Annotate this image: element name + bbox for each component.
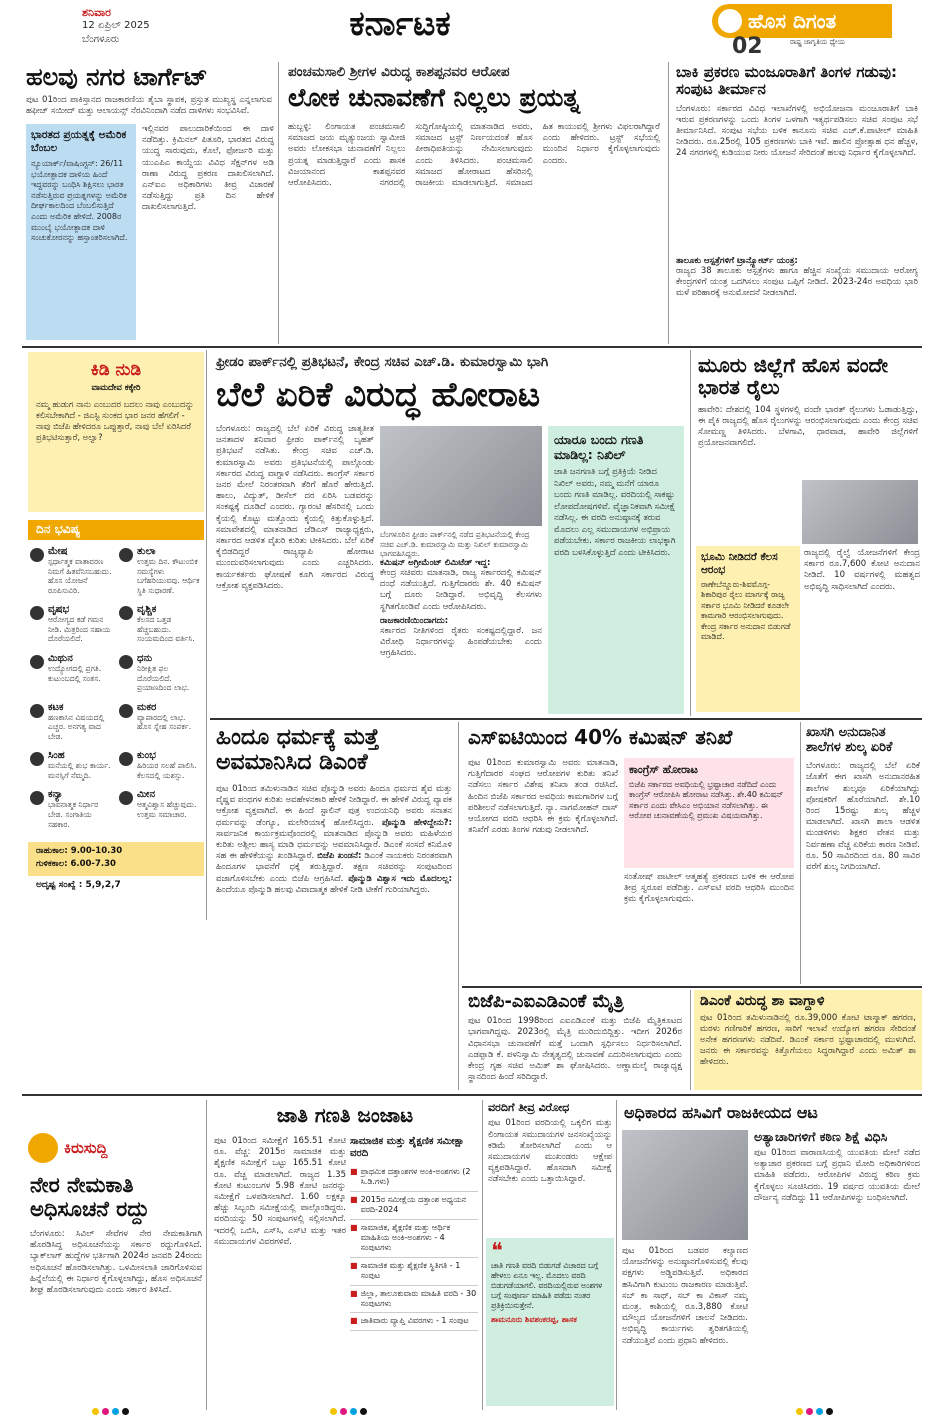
bullet-icon: ■: [350, 1222, 358, 1232]
horoscope-sign: [30, 604, 113, 645]
sign-name: ಕಟಕ: [48, 701, 64, 713]
sign-text: ಆರೋಗ್ಯದ ಕಡೆ ಗಮನ ನೀಡಿ. ಮಿತ್ರರಿಂದ ಸಹಾಯ ದೊರೆಯಲಿದೆ.: [48, 615, 111, 644]
kidi-nudi-box: [28, 352, 204, 512]
sign-text: ಉದ್ಯೋಗದಲ್ಲಿ ಪ್ರಗತಿ. ಕುಟುಂಬದಲ್ಲಿ ಸಂತಸ.: [48, 663, 102, 683]
rahu-kala: ರಾಹುಕಾಲ: 9.00-10.30: [36, 846, 123, 856]
paper-logo: [712, 4, 892, 38]
headline: ಹಲವು ನಗರ ಟಾರ್ಗೆಟ್: [26, 63, 208, 91]
lamp-icon: [718, 9, 742, 33]
headline: ಡಿಎಂಕೆ ವಿರುದ್ಧ ಶಾ ವಾಗ್ದಾಳಿ: [700, 993, 825, 1009]
modi-photo: [622, 1130, 748, 1240]
kicker: ಪಂಚಮಸಾಲಿ ಶ್ರೀಗಳ ವಿರುದ್ಧ ಕಾಶಪ್ಪನವರ ಆರೋಪ: [288, 64, 510, 80]
masthead: [0, 0, 945, 58]
headline: ನೇರ ನೇಮಕಾತಿ ಅಧಿಸೂಚನೆ ರದ್ದು: [30, 1173, 150, 1221]
body-text: [216, 784, 452, 1088]
zodiac-icon: [119, 704, 133, 718]
headline: ಮೂರು ಜಿಲ್ಲೆಗೆ ಹೊಸ ವಂದೇ ಭಾರತ ರೈಲು: [698, 353, 889, 400]
report-item-text: ಸಾಮಾಜಿಕ ಮತ್ತು ಶೈಕ್ಷಣಿಕ ಸ್ಥಿತಿಗತಿ - 1 ಸಂಪುಟ: [360, 1260, 461, 1281]
bullet-icon: ■: [350, 1194, 358, 1204]
story-dmk-hindu: [210, 722, 456, 1090]
sign-text: ಕೆಲಸದ ಒತ್ತಡ ಹೆಚ್ಚಬಹುದು. ಸಂಯಮದಿಂದ ವರ್ತಿಸಿ.: [137, 615, 195, 644]
zodiac-icon: [30, 704, 44, 718]
sub-body: ಕೇಂದ್ರ ಸಚಿವರು ಮಾತನಾಡಿ, ರಾಜ್ಯ ಸರ್ಕಾರದಲ್ಲಿ ಕಮಿಷನ್ ದಂಧೆ ನಡೆಯುತ್ತಿದೆ. ಗುತ್ತಿಗೆದಾರರು ಶೇ. 40 ಕಮಿಷನ್ ಬಗ್ಗೆ ದೂರು ನೀಡಿದ್ದಾರೆ. ಅಭಿವೃದ್ಧಿ ಕೆಲಸಗಳು ಸ್ಥಗಿತಗೊಂಡಿವೆ ಎಂದು ಆರೋಪಿಸಿದರು.: [380, 568, 542, 612]
horoscope-sign: [30, 702, 113, 743]
report-item-text: ಜಿಲ್ಲಾ, ತಾಲೂಕುವಾರು ಮಾಹಿತಿ ವರದಿ - 30 ಸಂಪುಟಗಳು: [360, 1288, 477, 1309]
kidi-title: ಕಿಡಿ ನುಡಿ: [90, 360, 142, 380]
land-box: [696, 546, 800, 712]
story-sit: [462, 722, 798, 984]
box-headline: ಭಾರತದ ಪ್ರಯತ್ನಕ್ಕೆ ಅಮೆರಿಕ ಬೆಂಬಲ: [31, 129, 127, 154]
story-cabinet: [672, 62, 922, 344]
story-school-fee: [804, 722, 922, 984]
story-caste-census: [210, 1100, 480, 1410]
sub-body: ರಾಜ್ಯದ 38 ತಾಲೂಕು ಆಸ್ಪತ್ರೆಗಳು ಹಾಗೂ ಹೆಚ್ಚಿನ ಸಂಖ್ಯೆಯ ಸಮುದಾಯ ಆರೋಗ್ಯ ಕೇಂದ್ರಗಳಿಗೆ ಯಂತ್ರ ಒದಗಿಸಲು ಸಂಪುಟ ಒಪ್ಪಿಗೆ ನೀಡಿದೆ. 2023-24ರ ಅವಧಿಯ ಭಾರಿ ಮಳೆ ಪರಿಹಾರಕ್ಕೆ ಅನುಮೋದನೆ ನೀಡಲಾಗಿದೆ.: [676, 265, 918, 298]
body-2: ಸಂತೋಷ್ ಪಾಟೀಲ್ ಆತ್ಮಹತ್ಯೆ ಪ್ರಕರಣದ ಬಳಿಕ ಈ ಆರೋಪ ತೀವ್ರ ಸ್ವರೂಪ ಪಡೆದಿತ್ತು. ಎಸ್‌ಐಟಿ ವರದಿ ಆಧರಿಸಿ ಮುಂದಿನ ಕ್ರಮ ಕೈಗೊಳ್ಳಲಾಗುವುದು.: [624, 872, 794, 905]
horoscope-sign: [119, 604, 202, 645]
story-targets: [22, 62, 276, 344]
body-1: ಬೆಂಗಳೂರು: ರಾಜ್ಯದಲ್ಲಿ ಬೆಲೆ ಏರಿಕೆ ವಿರುದ್ಧ ಜಾತ್ಯತೀತ ಜನತಾದಳ ಶನಿವಾರ ಫ್ರೀಡಂ ಪಾರ್ಕ್‌ನಲ್ಲಿ ಬೃಹತ್ ಪ್ರತಿಭಟನೆ ನಡೆಸಿತು. ಕೇಂದ್ರ ಸಚಿವ ಎಚ್.ಡಿ. ಕುಮಾರಸ್ವಾಮಿ ಅವರು ಪ್ರತಿಭಟನೆಯಲ್ಲಿ ಪಾಲ್ಗೊಂಡು ಸರ್ಕಾರದ ವಿರುದ್ಧ ವಾಗ್ದಾಳಿ ನಡೆಸಿದರು. ಕಾಂಗ್ರೆಸ್ ಸರ್ಕಾರ ಜನರ ಮೇಲೆ ನಿರಂತರವಾಗಿ ತೆರಿಗೆ ಹೊರೆ ಹೇರುತ್ತಿದೆ. ಹಾಲು, ವಿದ್ಯುತ್, ಡೀಸೆಲ್ ದರ ಏರಿಸಿ ಬಡವರನ್ನು ಸಂಕಷ್ಟಕ್ಕೆ ದೂಡಿದೆ ಎಂದರು. ಗ್ಯಾರಂಟಿ ಹೆಸರಿನಲ್ಲಿ ಒಂದು ಕೈಯಲ್ಲಿ ಕೊಟ್ಟು ಮತ್ತೊಂದು ಕೈಯಲ್ಲಿ ಕಿತ್ತುಕೊಳ್ಳುತ್ತಿದೆ.: [216, 424, 374, 524]
sub3-body: ಹಿಂದೆಯೂ ಪೊನ್ಮುಡಿ ಹಲವು ವಿವಾದಾತ್ಮಕ ಹೇಳಿಕೆ ನೀಡಿ ಟೀಕೆಗೆ ಗುರಿಯಾಗಿದ್ದರು.: [216, 884, 431, 895]
body-text: ಪುಟ 01ರಿಂದ ವರದಿಯಲ್ಲಿ ಒಕ್ಕಲಿಗ ಮತ್ತು ಲಿಂಗಾಯತ ಸಮುದಾಯಗಳ ಜನಸಂಖ್ಯೆಯನ್ನು ಕಡಿಮೆ ತೋರಿಸಲಾಗಿದೆ ಎಂದು ಆ ಸಮುದಾಯಗಳ ಮುಖಂಡರು ಆಕ್ಷೇಪ ವ್ಯಕ್ತಪಡಿಸಿದ್ದಾರೆ. ಹೊಸದಾಗಿ ಸಮೀಕ್ಷೆ ನಡೆಸಬೇಕು ಎಂದು ಒತ್ತಾಯಿಸಿದ್ದಾರೆ.: [488, 1118, 612, 1185]
horoscope-sign: [30, 546, 113, 596]
sign-name: ಮಿಥುನ: [48, 652, 73, 664]
horoscope: [28, 520, 204, 900]
paper-tagline: ರಾಷ್ಟ್ರ ಜಾಗೃತಿಯ ಧ್ಯೇಯ: [790, 38, 845, 46]
report-item: [350, 1258, 478, 1286]
horoscope-sign: [30, 750, 113, 781]
registration-dots: [92, 1408, 129, 1415]
us-support-box: [26, 124, 136, 340]
kidi-author: ವಾಮದೇವ ಕಕ್ಕೇರಿ: [91, 383, 141, 393]
body-text: ಬೆಂಗಳೂರು: ಸರ್ಕಾರದ ವಿವಿಧ ಇಲಾಖೆಗಳಲ್ಲಿ ಅಭಿಯೋಜನಾ ಮಂಜೂರಾತಿಗೆ ಬಾಕಿ ಇರುವ ಪ್ರಕರಣಗಳನ್ನು ಒಂದು ತಿಂಗಳ ಒಳಗಾಗಿ ಇತ್ಯರ್ಥಪಡಿಸಲು ಸಚಿವ ಸಂಪುಟ ಸಭೆ ತೀರ್ಮಾನಿಸಿದೆ. ಸಂಪುಟ ಸಭೆಯ ಬಳಿಕ ಕಾನೂನು ಸಚಿವ ಎಚ್.ಕೆ.ಪಾಟೀಲ್ ಮಾಹಿತಿ ನೀಡಿದರು. ರೂ.25ರಲ್ಲಿ 105 ಪ್ರಕರಣಗಳು ಬಾಕಿ ಇವೆ. ಹಾಲಿನ ಪ್ರೋತ್ಸಾಹ ಧನ ಹೆಚ್ಚಳ, 24 ನಗರಗಳಲ್ಲಿ ಕುಡಿಯುವ ನೀರು ಯೋಜನೆ ಸೇರಿದಂತೆ ಹಲವು ನಿರ್ಧಾರ ಕೈಗೊಳ್ಳಲಾಗಿದೆ.: [676, 103, 918, 159]
zodiac-icon: [119, 791, 133, 805]
masthead-date: 12 ಏಪ್ರಿಲ್ 2025: [82, 20, 150, 31]
subhead: ಕಮಿಷನ್ ಅಗ್ರೀಮೆಂಟ್ ಲಿಮಿಟೆಡ್ ಇದ್ದ:: [380, 558, 491, 568]
body-2: ಸಮಾವೇಶದಲ್ಲಿ ಮಾತನಾಡಿದ ಜೆಡಿಎಸ್ ರಾಜ್ಯಾಧ್ಯಕ್ಷರು, ಸರ್ಕಾರದ ಆಡಳಿತ ವೈಖರಿ ಕುರಿತು ಟೀಕಿಸಿದರು. ಬೆಲೆ ಏರಿಕೆ ಕೈಬಿಡದಿದ್ದರೆ ರಾಜ್ಯವ್ಯಾಪಿ ಹೋರಾಟ ಮುಂದುವರಿಸಲಾಗುವುದು ಎಂದು ಎಚ್ಚರಿಸಿದರು. ಕಾರ್ಯಕರ್ತರು ಘೋಷಣೆ ಕೂಗಿ ಸರ್ಕಾರದ ವಿರುದ್ಧ ಆಕ್ರೋಶ ವ್ಯಕ್ತಪಡಿಸಿದರು.: [216, 524, 374, 591]
zodiac-icon: [30, 655, 44, 669]
subhead-2: ಬಿಜೆಪಿ ಖಂಡನೆ:: [317, 851, 362, 862]
sub-body: ಸಾರ್ವಜನಿಕ ಕಾರ್ಯಕ್ರಮವೊಂದರಲ್ಲಿ ಮಾತನಾಡಿದ ಪೊನ್ಮುಡಿ ಅವರು ಮಹಿಳೆಯರ ಕುರಿತು ಅಶ್ಲೀಲ ಹಾಸ್ಯ ಮಾಡಿ ಧರ್ಮವನ್ನು ಅವಮಾನಿಸಿದ್ದಾರೆ. ಡಿಎಂಕೆ ಸಂಸದೆ ಕನಿಮೊಳಿ ಸಹ ಈ ಹೇಳಿಕೆಯನ್ನು ಖಂಡಿಸಿದ್ದಾರೆ.: [216, 828, 452, 862]
body-text: ಹುಬ್ಬಳ್ಳಿ: ಲಿಂಗಾಯತ ಪಂಚಮಸಾಲಿ ಸಮಾಜದ ಜಯ ಮೃತ್ಯುಂಜಯ ಸ್ವಾಮೀಜಿ ಅವರು ಲೋಕಸಭಾ ಚುನಾವಣೆಗೆ ನಿಲ್ಲಲು ಪ್ರಯತ್ನ ಮಾಡುತ್ತಿದ್ದಾರೆ ಎಂದು ಶಾಸಕ ವಿಜಯಾನಂದ ಕಾಶಪ್ಪನವರ ಆರೋಪಿಸಿದರು. ನಗರದಲ್ಲಿ ಸುದ್ದಿಗೋಷ್ಠಿಯಲ್ಲಿ ಮಾತನಾಡಿದ ಅವರು, ಸಮಾಜದ ಟ್ರಸ್ಟ್ ನಿರ್ಣಯದಂತೆ ಹೊಸ ಪೀಠಾಧಿಪತಿಯನ್ನು ನೇಮಿಸಲಾಗುವುದು ಎಂದು ತಿಳಿಸಿದರು. ಪಂಚಮಸಾಲಿ ಸಮಾಜದ ಹೋರಾಟದ ಹೆಸರಿನಲ್ಲಿ ರಾಜಕೀಯ ಮಾಡಲಾಗುತ್ತಿದೆ. ಸಮಾಜದ ಹಿತ ಕಾಯುವಲ್ಲಿ ಶ್ರೀಗಳು ವಿಫಲರಾಗಿದ್ದಾರೆ ಎಂದು ಹೇಳಿದರು. ಟ್ರಸ್ಟ್ ಸಭೆಯಲ್ಲಿ ಮುಂದಿನ ನಿರ್ಧಾರ ಕೈಗೊಳ್ಳಲಾಗುವುದು ಎಂದರು.: [288, 122, 660, 189]
train-photo: [802, 480, 918, 544]
headline: ಅಧಿಕಾರದ ಹಸಿವಿಗೆ ರಾಜಕೀಯದ ಆಟ: [624, 1103, 818, 1122]
body-text: ಪುಟ 01ರಿಂದ ಸಮೀಕ್ಷೆಗೆ 165.51 ಕೋಟಿ ರೂ. ವೆಚ್ಚ: 2015ರ ಸಾಮಾಜಿಕ ಮತ್ತು ಶೈಕ್ಷಣಿಕ ಸಮೀಕ್ಷೆಗೆ ಒಟ್ಟು 165.51 ಕೋಟಿ ರೂ. ವೆಚ್ಚ ಮಾಡಲಾಗಿದೆ. ರಾಜ್ಯದ 1.35 ಕೋಟಿ ಕುಟುಂಬಗಳ 5.98 ಕೋಟಿ ಜನರನ್ನು ಸಮೀಕ್ಷೆಗೆ ಒಳಪಡಿಸಲಾಗಿದೆ. 1.60 ಲಕ್ಷಕ್ಕೂ ಹೆಚ್ಚು ಸಿಬ್ಬಂದಿ ಸಮೀಕ್ಷೆಯಲ್ಲಿ ಪಾಲ್ಗೊಂಡಿದ್ದರು. ವರದಿಯನ್ನು 50 ಸಂಪುಟಗಳಲ್ಲಿ ಸಲ್ಲಿಸಲಾಗಿದೆ. ಇದರಲ್ಲಿ ಒಬಿಸಿ, ಎಸ್‌ಸಿ, ಎಸ್‌ಟಿ ಮತ್ತು ಇತರ ಸಮುದಾಯಗಳ ವಿವರಗಳಿವೆ.: [214, 1136, 346, 1247]
lead-story: [210, 350, 688, 716]
ganati-box: [548, 426, 684, 714]
sign-text: ಉತ್ತಮ ದಿನ. ಕೌಟುಂಬಿಕ ಸಮಸ್ಯೆಗಳು ಬಗೆಹರಿಯುವವು. ಆರ್ಥಿಕ ಸ್ಥಿತಿ ಸುಧಾರಣೆ.: [137, 557, 200, 595]
body: ಪುಟ 01ರಿಂದ ತಮಿಳುನಾಡಿನ ಸಚಿವ ಪೊನ್ಮುಡಿ ಅವರು ಹಿಂದೂ ಧರ್ಮದ ಶೈವ ಮತ್ತು ವೈಷ್ಣವ ಪಂಥಗಳ ಕುರಿತು ಅವಹೇಳನಕಾರಿ ಹೇಳಿಕೆ ನೀಡಿದ್ದಾರೆ. ಈ ಹೇಳಿಕೆ ವಿರುದ್ಧ ವ್ಯಾಪಕ ಆಕ್ರೋಶ ವ್ಯಕ್ತವಾಗಿದೆ. ಈ ಹಿಂದೆ ಸ್ಟಾಲಿನ್ ಪುತ್ರ ಉದಯನಿಧಿ ಅವರು ಸನಾತನ ಧರ್ಮವನ್ನು ಡೆಂಗ್ಯೂ, ಮಲೇರಿಯಾಕ್ಕೆ ಹೋಲಿಸಿದ್ದರು.: [216, 784, 452, 828]
gulika-kala: ಗುಳಿಕಕಾಲ: 6.00-7.30: [36, 859, 116, 869]
horoscope-sign: [119, 789, 202, 830]
quote-by: ಶಾಮನೂರು ಶಿವಶಂಕರಪ್ಪ, ಶಾಸಕ: [491, 1315, 577, 1324]
report-item-text: ಪ್ರಾಥಮಿಕ ದತ್ತಾಂಶಗಳ ಅಂಕಿ-ಅಂಶಗಳು (2 ಸಿ.ಡಿ.ಗಳು): [360, 1167, 471, 1187]
story-alliance: [462, 990, 688, 1090]
story-vande-bharat: [694, 350, 922, 716]
horoscope-sign: [30, 653, 113, 694]
zodiac-icon: [119, 655, 133, 669]
rahu-box: [28, 842, 204, 876]
quote-box: [486, 1238, 614, 1406]
horoscope-sign: [119, 546, 202, 596]
kidi-verse: ನಮ್ಮ ಹುಡುಗ ನಾನು ಎಂಬುದರ ಬದಲು ನಾವು ಎಂಬುದನ್ನು ಕಲಿಸಬೇಕಾಗಿದೆ - ಜಿಎಸ್ಟಿ ಸುಂಕದ ಭಾರ ಜನರ ಹೆಗಲಿಗೆ - ನಾವು ಬಿಜೆಪಿ ಹೇಳಿದರೂ ಒಪ್ಪುತ್ತಾರೆ, ನಾವು ಬೆಲೆ ಏರಿಸಿದರೆ ಪ್ರತಿಭಟಿಸುತ್ತಾರೆ, ಅಲ್ವಾ?: [36, 399, 194, 442]
kiru-label-row: [28, 1132, 204, 1164]
body-text: ಇಲ್ಲಿನವರ ಪಾಲುದಾರಿಕೆಯಿಂದ ಈ ದಾಳಿ ನಡೆದಿತ್ತು. ಕ್ರಿಮಿನಲ್ ಪಿತೂರಿ, ಭಾರತದ ವಿರುದ್ಧ ಯುದ್ಧ ಸಾರುವುದು, ಕೊಲೆ, ಫೋರ್ಜರಿ ಮತ್ತು ಯುಎಪಿಎ ಕಾಯ್ದೆಯ ವಿವಿಧ ಸೆಕ್ಷನ್‌ಗಳ ಅಡಿ ರಾಣಾ ವಿರುದ್ಧ ಪ್ರಕರಣ ದಾಖಲಿಸಲಾಗಿದೆ. ಎನ್‌ಐಎ ಅಧಿಕಾರಿಗಳು ತೀವ್ರ ವಿಚಾರಣೆ ನಡೆಸುತ್ತಿದ್ದು ಪ್ರತಿ ದಿನ ಹೇಳಿಕೆ ದಾಖಲಿಸಲಾಗುತ್ತಿದೆ.: [142, 124, 274, 213]
body-text: ಪುಟ 01ರಿಂದ ತಮಿಳುನಾಡಿನಲ್ಲಿ ರೂ.39,000 ಕೋಟಿ ಟಾಸ್ಮಾಕ್ ಹಗರಣ, ಮರಳು ಗಣಿಗಾರಿಕೆ ಹಗರಣ, ಸಾರಿಗೆ ಇಲಾಖೆ ಉದ್ಯೋಗ ಹಗರಣ ಸೇರಿದಂತೆ ಅನೇಕ ಹಗರಣಗಳು ನಡೆದಿವೆ. ಡಿಎಂಕೆ ಸರ್ಕಾರ ಭ್ರಷ್ಟಾಚಾರದಲ್ಲಿ ಮುಳುಗಿದೆ. ಜನರು ಈ ಸರ್ಕಾರವನ್ನು ಕಿತ್ತೊಗೆಯಲು ಸಿದ್ಧರಾಗಿದ್ದಾರೆ ಎಂದು ಅಮಿತ್ ಶಾ ಹೇಳಿದರು.: [700, 1012, 916, 1068]
side-story: [754, 1130, 920, 1406]
section-title: ಕರ್ನಾಟಕ: [349, 4, 451, 44]
story-power: [620, 1100, 922, 1410]
bullet-icon: ■: [350, 1316, 358, 1326]
sign-text: ಸ್ಪರ್ಧಾತ್ಮಕ ವಾತಾವರಣ ನಿಮಗೆ ಹಿತವೆನಿಸಬಹುದು. ಹೊಸ ಯೋಜನೆ ರೂಪಿಸುವಿರಿ.: [48, 557, 112, 595]
sign-name: ಧನು: [137, 652, 153, 664]
paper-name: ಹೊಸ ದಿಗಂತ: [748, 9, 837, 33]
zodiac-icon: [30, 791, 44, 805]
sign-text: ನಿರೀಕ್ಷಿತ ಫಲ ದೊರೆಯಲಿದೆ. ಪ್ರಯಾಣದಿಂದ ಲಾಭ.: [137, 663, 190, 693]
report-item-text: ಜಾತಿವಾರು ವ್ಯಾಪ್ತಿ ವಿವರಗಳು - 1 ಸಂಪುಟ: [360, 1316, 469, 1326]
zodiac-icon: [119, 548, 133, 562]
body-text: ಹಾವೇರಿ: ದೇಶದಲ್ಲಿ 104 ಸ್ಥಳಗಳಲ್ಲಿ ವಂದೇ ಭಾರತ್ ರೈಲುಗಳು ಓಡಾಡುತ್ತಿದ್ದು, ಈ ಪೈಕಿ ರಾಜ್ಯದಲ್ಲಿ ಹೊಸ ರೈಲುಗಳನ್ನು ಆರಂಭಿಸಲಾಗುವುದು ಎಂದು ಕೇಂದ್ರ ಸಚಿವ ಸೋಮಣ್ಣ ತಿಳಿಸಿದರು. ಬೆಳಗಾವಿ, ಧಾರವಾಡ, ಹಾವೇರಿ ಜಿಲ್ಲೆಗಳಿಗೆ ಪ್ರಯೋಜನವಾಗಲಿದೆ.: [698, 404, 918, 449]
horoscope-sign: [30, 789, 113, 830]
box-body: ರಾಣೇಬೆನ್ನೂರು-ಶಿವಮೊಗ್ಗ-ಶಿಕಾರಿಪುರ ರೈಲು ಮಾರ್ಗಕ್ಕೆ ರಾಜ್ಯ ಸರ್ಕಾರ ಭೂಮಿ ನೀಡಿದರೆ ಕೂಡಲೇ ಕಾಮಗಾರಿ ಆರಂಭಿಸಲಾಗುವುದು. ಕೇಂದ್ರ ಸರ್ಕಾರ ಅನುದಾನ ಬಿಡುಗಡೆ ಮಾಡಿದೆ.: [701, 580, 791, 642]
quote: ಜಾತಿ ಗಣತಿ ವರದಿ ಬಿಡುಗಡೆ ವಿಚಾರದ ಬಗ್ಗೆ ಹೇಳಲು ಏನೂ ಇಲ್ಲ. ಮೊದಲು ವರದಿ ಬಿಡುಗಡೆಯಾಗಲಿ. ವರದಿಯಲ್ಲಿರುವ ಅಂಶಗಳ ಬಗ್ಗೆ ಸಂಪೂರ್ಣ ಮಾಹಿತಿ ಪಡೆದು ನಂತರ ಪ್ರತಿಕ್ರಿಯಿಸುತ್ತೇನೆ.: [491, 1261, 603, 1310]
subhead: ಪೊನ್ಮುಡಿ ಹೇಳಿದ್ದೇನು?:: [382, 817, 452, 828]
zodiac-icon: [119, 752, 133, 766]
report-table: [350, 1136, 478, 1406]
table-items: [350, 1164, 478, 1331]
box-title: ಕಾಂಗ್ರೆಸ್ ಹೋರಾಟ: [629, 763, 698, 776]
side-title: ಅತ್ಯಾಚಾರಿಗಳಿಗೆ ಕಠಿಣ ಶಿಕ್ಷೆ ವಿಧಿಸಿ: [754, 1130, 888, 1144]
bullet-icon: ■: [350, 1288, 358, 1298]
headline: ಲೋಕ ಚುನಾವಣೆಗೆ ನಿಲ್ಲಲು ಪ್ರಯತ್ನ: [288, 83, 580, 113]
sign-name: ಕನ್ಯಾ: [48, 789, 63, 801]
report-item-text: 2015ರ ಸಮೀಕ್ಷೆಯ ದತ್ತಾಂಶ ಅಧ್ಯಯನ ವರದಿ-2024: [360, 1194, 467, 1215]
sign-text: ಆತ್ಮವಿಶ್ವಾಸ ಹೆಚ್ಚುವುದು. ಉತ್ತಮ ಸಮಾಚಾರ.: [137, 800, 197, 819]
body-text: ಬೆಂಗಳೂರು: ಸಿವಿಲ್ ಸೇವೆಗಳ ನೇರ ನೇಮಕಾತಿಗಾಗಿ ಹೊರಡಿಸಿದ್ದ ಅಧಿಸೂಚನೆಯನ್ನು ಸರ್ಕಾರ ರದ್ದುಗೊಳಿಸಿದೆ. ಬ್ಯಾಕ್‌ಲಾಗ್ ಹುದ್ದೆಗಳ ಭರ್ತಿಗಾಗಿ 2024ರ ಜನವರಿ 24ರಂದು ಅಧಿಸೂಚನೆ ಹೊರಡಿಸಲಾಗಿತ್ತು. ಒಳಮೀಸಲಾತಿ ಜಾರಿಗೊಳಿಸುವ ಹಿನ್ನೆಲೆಯಲ್ಲಿ ಈ ನಿರ್ಧಾರ ಕೈಗೊಳ್ಳಲಾಗಿದ್ದು, ಹೊಸ ಅಧಿಸೂಚನೆ ಶೀಘ್ರ ಹೊರಡಿಸಲಾಗುವುದು ಎಂದು ಸರ್ಕಾರ ತಿಳಿಸಿದೆ.: [30, 1229, 202, 1296]
page-number: 02: [732, 34, 763, 58]
lucky-number: ಅದೃಷ್ಟ ಸಂಖ್ಯೆ : 5,9,2,7: [36, 880, 121, 890]
table-title: ಸಾಮಾಜಿಕ ಮತ್ತು ಶೈಕ್ಷಣಿಕ ಸಮೀಕ್ಷಾ ವರದಿ: [350, 1136, 465, 1159]
report-item: [350, 1286, 478, 1314]
sign-text: ಹಿರಿಯರ ಸಲಹೆ ಪಾಲಿಸಿ. ಕೆಲಸದಲ್ಲಿ ಯಶಸ್ಸು.: [137, 761, 197, 780]
kiru-suddi: [28, 1132, 204, 1412]
box-body: ಬಿಜೆಪಿ ಸರ್ಕಾರದ ಅವಧಿಯಲ್ಲಿ ಭ್ರಷ್ಟಾಚಾರ ನಡೆದಿದೆ ಎಂದು ಕಾಂಗ್ರೆಸ್ ಆರೋಪಿಸಿ ಹೋರಾಟ ನಡೆಸಿತ್ತು. ಶೇ.40 ಕಮಿಷನ್ ಸರ್ಕಾರ ಎಂದು ಪೇಸಿಎಂ ಅಭಿಯಾನ ನಡೆಸಲಾಗಿತ್ತು. ಈ ಆರೋಪ ಚುನಾವಣೆಯಲ್ಲಿ ಪ್ರಮುಖ ವಿಷಯವಾಗಿತ್ತು.: [629, 780, 784, 821]
zodiac-icon: [119, 606, 133, 620]
headline: ಬೆಲೆ ಏರಿಕೆ ವಿರುದ್ಧ ಹೋರಾಟ: [216, 375, 541, 416]
subhead-3: ಪೊನ್ಮುಡಿ ವಿಶ್ವಾಸ ಇದು ಮೊದಲಲ್ಲ:: [348, 873, 452, 884]
registration-dots: [330, 1408, 367, 1415]
subhead: ತಾಲೂಕು ಆಸ್ಪತ್ರೆಗಳಿಗೆ ಟ್ರಾನ್ಸ್ಪೋರ್ಟ್ ಯಂತ್ರ:: [676, 255, 798, 266]
story-oppose: [486, 1100, 614, 1410]
body-text: ಬೆಂಗಳೂರು: ರಾಜ್ಯದಲ್ಲಿ ಬೆಲೆ ಏರಿಕೆ ಜೊತೆಗೆ ಈಗ ಖಾಸಗಿ ಅನುದಾನರಹಿತ ಶಾಲೆಗಳ ಶುಲ್ಕವೂ ಏರಿಕೆಯಾಗಿದ್ದು ಪೋಷಕರಿಗೆ ಹೊರೆಯಾಗಿದೆ. ಶೇ.10 ರಿಂದ 15ರಷ್ಟು ಶುಲ್ಕ ಹೆಚ್ಚಳ ಮಾಡಲಾಗಿದೆ. ಖಾಸಗಿ ಶಾಲಾ ಆಡಳಿತ ಮಂಡಳಿಗಳು ಶಿಕ್ಷಕರ ವೇತನ ಮತ್ತು ನಿರ್ವಹಣಾ ವೆಚ್ಚ ಏರಿಕೆಯ ಕಾರಣ ನೀಡಿವೆ. ರೂ. 50 ಸಾವಿರದಿಂದ ರೂ. 80 ಸಾವಿರ ವರೆಗೆ ಶುಲ್ಕ ನಿಗದಿಯಾಗಿದೆ.: [806, 761, 920, 872]
horoscope-sign: [119, 653, 202, 694]
body-text: ಪುಟ 01ರಿಂದ 1998ರಿಂದ ಎಐಎಡಿಎಂಕೆ ಮತ್ತು ಬಿಜೆಪಿ ಮೈತ್ರಿಕೂಟದ ಭಾಗವಾಗಿದ್ದವು. 2023ರಲ್ಲಿ ಮೈತ್ರಿ ಮುರಿದುಬಿದ್ದಿತ್ತು. ಇದೀಗ 2026ರ ವಿಧಾನಸಭಾ ಚುನಾವಣೆಗೆ ಮತ್ತೆ ಒಂದಾಗಿ ಸ್ಪರ್ಧಿಸಲು ನಿರ್ಧರಿಸಲಾಗಿದೆ. ಎಡಪ್ಪಾಡಿ ಕೆ. ಪಳನಿಸ್ವಾಮಿ ನೇತೃತ್ವದಲ್ಲಿ ಚುನಾವಣೆ ಎದುರಿಸಲಾಗುವುದು ಎಂದು ಕೇಂದ್ರ ಗೃಹ ಸಚಿವ ಅಮಿತ್ ಶಾ ಘೋಷಿಸಿದರು. ಅಣ್ಣಾಮಲೈ ರಾಜ್ಯಾಧ್ಯಕ್ಷ ಸ್ಥಾನದಿಂದ ಹಿಂದೆ ಸರಿದಿದ್ದಾರೆ.: [468, 1016, 682, 1083]
sign-name: ಮೇಷ: [48, 546, 68, 557]
sign-name: ಮೀನ: [137, 789, 155, 801]
sign-text: ಮನೆಯಲ್ಲಿ ಶುಭ ಕಾರ್ಯ. ಮನಸ್ಸಿಗೆ ನೆಮ್ಮದಿ.: [48, 761, 111, 780]
headline: ಎಸ್‌ಐಟಿಯಿಂದ 40% ಕಮಿಷನ್ ತನಿಖೆ: [468, 725, 733, 749]
sign-name: ಮಕರ: [137, 701, 157, 713]
headline: ಬಾಕಿ ಪ್ರಕರಣ ಮಂಜೂರಾತಿಗೆ ತಿಂಗಳ ಗಡುವು: ಸಂಪುಟ ತೀರ್ಮಾನ: [676, 63, 898, 98]
report-item: [350, 1220, 478, 1258]
zodiac-icon: [30, 752, 44, 766]
body-2: ರಾಜ್ಯದಲ್ಲಿ ರೈಲ್ವೆ ಯೋಜನೆಗಳಿಗೆ ಕೇಂದ್ರ ಸರ್ಕಾರ ರೂ.7,600 ಕೋಟಿ ಅನುದಾನ ನೀಡಿದೆ. 10 ವರ್ಷಗಳಲ್ಲಿ ಮಹತ್ವದ ಅಭಿವೃದ್ಧಿ ಸಾಧಿಸಲಾಗಿದೆ ಎಂದರು.: [804, 548, 920, 592]
sign-text: ಹಣಕಾಸಿನ ವಿಷಯದಲ್ಲಿ ಎಚ್ಚರ. ಅನಗತ್ಯ ವಾದ ಬೇಡ.: [48, 712, 105, 741]
bullet-icon: ■: [350, 1167, 358, 1176]
zodiac-icon: [30, 548, 44, 562]
headline: ಹಿಂದೂ ಧರ್ಮಕ್ಕೆ ಮತ್ತೆ ಅವಮಾನಿಸಿದ ಡಿಎಂಕೆ: [216, 725, 380, 775]
signs-grid: [28, 540, 204, 840]
headline: ಖಾಸಗಿ ಅನುದಾನಿತ ಶಾಲೆಗಳ ಶುಲ್ಕ ಏರಿಕೆ: [806, 725, 893, 755]
report-item-text: ಸಾಮಾಜಿಕ, ಶೈಕ್ಷಣಿಕ ಮತ್ತು ಆರ್ಥಿಕ ಮಾಹಿತಿಯ ಅಂಕಿ-ಅಂಶಗಳು - 4 ಸಂಪುಟಗಳು: [360, 1222, 451, 1253]
hand-icon: [28, 1133, 58, 1163]
headline: ಜಾತಿ ಗಣತಿ ಜಂಜಾಟ: [276, 1103, 414, 1127]
lead-text: ಪುಟ 01ರಿಂದ ಪಾಕಿಸ್ತಾನದ ರಾಜಕಾರಣಿಯ ತೈಬಾ ಸ್ಥಾಪಕ, ಪ್ರಸ್ತುತ ಮುಖ್ಯಸ್ಥ ಎನ್ನಲಾಗುವ ಹಫೀಜ್ ಸಯೀದ್ ಮತ್ತು ಆಲಾಯನ್ಸ್ ನೆರವಿನಿಂದಾಗಿ ನಡೆದ ದಾಳಿಗಳು ಸಂಭವಿಸಿವೆ.: [26, 94, 272, 117]
report-item: [350, 1313, 478, 1330]
kicker: ಫ್ರೀಡಂ ಪಾರ್ಕ್‌ನಲ್ಲಿ ಪ್ರತಿಭಟನೆ, ಕೇಂದ್ರ ಸಚಿವ ಎಚ್.ಡಿ. ಕುಮಾರಸ್ವಾಮಿ ಭಾಗಿ: [216, 354, 549, 370]
sub2-body: ಸರ್ಕಾರದ ನೀತಿಗಳಿಂದ ರೈತರು ಸಂಕಷ್ಟದಲ್ಲಿದ್ದಾರೆ. ಜನ ವಿರೋಧಿ ನಿರ್ಧಾರಗಳನ್ನು ಹಿಂಪಡೆಯಬೇಕು ಎಂದು ಆಗ್ರಹಿಸಿದರು.: [380, 625, 542, 659]
zodiac-icon: [30, 606, 44, 620]
body-text: ಪುಟ 01ರಿಂದ ಕುಮಾರಸ್ವಾಮಿ ಅವರು ಮಾತನಾಡಿ, ಗುತ್ತಿಗೆದಾರರ ಸಂಘದ ಆರೋಪಗಳ ಕುರಿತು ತನಿಖೆ ನಡೆಸಲು ಸರ್ಕಾರ ವಿಶೇಷ ತನಿಖಾ ತಂಡ ರಚಿಸಿದೆ. ಹಿಂದಿನ ಬಿಜೆಪಿ ಸರ್ಕಾರದ ಅವಧಿಯ ಕಾಮಗಾರಿಗಳ ಬಗ್ಗೆ ಪರಿಶೀಲನೆ ನಡೆಸಲಾಗುತ್ತಿದೆ. ನ್ಯಾ. ನಾಗಮೋಹನ್ ದಾಸ್ ಆಯೋಗದ ವರದಿ ಆಧರಿಸಿ ಈ ಕ್ರಮ ಕೈಗೊಳ್ಳಲಾಗಿದೆ. ತನಿಖೆಗೆ ಎರಡು ತಿಂಗಳ ಗಡುವು ನೀಡಲಾಗಿದೆ.: [468, 758, 618, 836]
box-text: ನ್ಯೂಯಾರ್ಕ್/ವಾಷಿಂಗ್ಟನ್: 26/11 ಭಯೋತ್ಪಾದಕ ದಾಳಿಯ ಹಿಂದೆ ಇದ್ದವರನ್ನು ಬಂಧಿಸಿ ಶಿಕ್ಷಿಸಲು ಭಾರತ ನಡೆಸುತ್ತಿರುವ ಪ್ರಯತ್ನಗಳನ್ನು ಅಮೆರಿಕ ದೀರ್ಘಕಾಲದಿಂದ ಬೆಂಬಲಿಸುತ್ತಿದೆ ಎಂದು ಅಮೆರಿಕ ಹೇಳಿದೆ. 2008ರ ಮುಂಬೈ ಭಯೋತ್ಪಾದಕ ದಾಳಿ ಸಂಚುಕೋರನನ್ನು ಹಸ್ತಾಂತರಿಸಲಾಗಿದೆ.: [31, 159, 128, 243]
sign-name: ಸಿಂಹ: [48, 750, 65, 762]
sign-name: ತುಲಾ: [137, 546, 156, 557]
headline: ಬಿಜೆಪಿ-ಎಐಎಡಿಎಂಕೆ ಮೈತ್ರಿ: [468, 991, 624, 1012]
quote-icon: ❝: [491, 1239, 503, 1264]
story-panchamasali: [282, 62, 666, 344]
box-title: ಭೂಮಿ ನೀಡಿದರೆ ಕೆಲಸ ಆರಂಭ: [701, 551, 778, 576]
horoscope-title: ದಿನ ಭವಿಷ್ಯ: [28, 520, 204, 540]
ganati-body: ಜಾತಿ ಜನಗಣತಿ ಬಗ್ಗೆ ಪ್ರತಿಕ್ರಿಯೆ ನೀಡಿದ ನಿಖಿಲ್ ಅವರು, ನಮ್ಮ ಮನೆಗೆ ಯಾರೂ ಬಂದು ಗಣತಿ ಮಾಡಿಲ್ಲ. ವರದಿಯಲ್ಲಿ ಸಾಕಷ್ಟು ಲೋಪದೋಷಗಳಿವೆ. ವೈಜ್ಞಾನಿಕವಾಗಿ ಸಮೀಕ್ಷೆ ನಡೆಸಿಲ್ಲ. ಈ ವರದಿ ಅನುಷ್ಠಾನಕ್ಕೆ ತರುವ ಮೊದಲು ಎಲ್ಲ ಸಮುದಾಯಗಳ ಅಭಿಪ್ರಾಯ ಪಡೆಯಬೇಕು. ಸರ್ಕಾರ ರಾಜಕೀಯ ಲಾಭಕ್ಕಾಗಿ ವರದಿ ಬಳಸಿಕೊಳ್ಳುತ್ತಿದೆ ಎಂದು ಟೀಕಿಸಿದರು.: [554, 467, 676, 558]
bullet-icon: ■: [350, 1260, 358, 1270]
side-body: ಪುಟ 01ರಿಂದ ವಾರಾಣಸಿಯಲ್ಲಿ ಯುವತಿಯ ಮೇಲೆ ನಡೆದ ಅತ್ಯಾಚಾರ ಪ್ರಕರಣದ ಬಗ್ಗೆ ಪ್ರಧಾನಿ ಮೋದಿ ಅಧಿಕಾರಿಗಳಿಂದ ಮಾಹಿತಿ ಪಡೆದರು. ಆರೋಪಿಗಳ ವಿರುದ್ಧ ಕಠಿಣ ಕ್ರಮ ಕೈಗೊಳ್ಳಲು ಸೂಚಿಸಿದರು. 19 ವರ್ಷದ ಯುವತಿಯ ಮೇಲೆ ದೌರ್ಜನ್ಯ ನಡೆದಿದ್ದು 11 ಆರೋಪಿಗಳನ್ನು ಬಂಧಿಸಲಾಗಿದೆ.: [754, 1148, 920, 1203]
sign-name: ವೃಷಭ: [48, 604, 70, 616]
headline: ವರದಿಗೆ ತೀವ್ರ ವಿರೋಧ: [488, 1101, 570, 1114]
report-item: [350, 1192, 478, 1220]
subhead-2: ರಾಜಕಾರಣಿಯಿಂದಾಗದು:: [380, 615, 449, 626]
body-text: [216, 424, 374, 712]
masthead-day: ಶನಿವಾರ: [82, 6, 111, 19]
sub2-body: ಡಿಎಂಕೆ ನಾಯಕರು ನಿರಂತರವಾಗಿ ಹಿಂದೂಗಳ ಭಾವನೆಗೆ ಧಕ್ಕೆ ತರುತ್ತಿದ್ದಾರೆ. ತಕ್ಷಣ ಸಚಿವರನ್ನು ಸಂಪುಟದಿಂದ ವಜಾಗೊಳಿಸಬೇಕು ಎಂದು ಬಿಜೆಪಿ ಆಗ್ರಹಿಸಿದೆ.: [216, 851, 452, 884]
story-shah: [694, 990, 922, 1090]
protest-photo: [380, 426, 542, 526]
photo-caption: ಬೆಂಗಳೂರಿನ ಫ್ರೀಡಂ ಪಾರ್ಕ್‌ನಲ್ಲಿ ನಡೆದ ಪ್ರತಿಭಟನೆಯಲ್ಲಿ ಕೇಂದ್ರ ಸಚಿವ ಎಚ್.ಡಿ. ಕುಮಾರಸ್ವಾಮಿ ಮತ್ತು ನಿಖಿಲ್ ಕುಮಾರಸ್ವಾಮಿ ಭಾಗವಹಿಸಿದ್ದರು.: [380, 530, 530, 558]
horoscope-sign: [119, 702, 202, 743]
masthead-city: ಬೆಂಗಳೂರು: [82, 34, 120, 45]
body-text: ಪುಟ 01ರಿಂದ ಬಡವರ ಕಲ್ಯಾಣದ ಯೋಜನೆಗಳನ್ನು ಅನುಷ್ಠಾನಗೊಳಿಸುವಲ್ಲಿ ಕೆಲವು ಪಕ್ಷಗಳು ಅಡ್ಡಿಪಡಿಸುತ್ತಿವೆ. ಅಧಿಕಾರದ ಹಸಿವಿಗಾಗಿ ಕುಟುಂಬ ರಾಜಕಾರಣ ಮಾಡುತ್ತಿವೆ. ಸಬ್ ಕಾ ಸಾಥ್, ಸಬ್ ಕಾ ವಿಕಾಸ್ ನಮ್ಮ ಮಂತ್ರ. ಕಾಶಿಯಲ್ಲಿ ರೂ.3,880 ಕೋಟಿ ಮೌಲ್ಯದ ಯೋಜನೆಗಳಿಗೆ ಚಾಲನೆ ನೀಡಿದರು. ಅಭಿವೃದ್ಧಿ ಕಾರ್ಯಗಳು ತ್ವರಿತಗತಿಯಲ್ಲಿ ನಡೆಯುತ್ತಿವೆ ಎಂದು ಪ್ರಧಾನಿ ಹೇಳಿದರು.: [622, 1246, 748, 1346]
sign-text: ಭಾವನಾತ್ಮಕ ನಿರ್ಧಾರ ಬೇಡ. ಸಂಗಾತಿಯ ಸಹಕಾರ.: [48, 800, 99, 829]
sign-name: ವೃಶ್ಚಿಕ: [137, 604, 157, 616]
registration-dots: [796, 1408, 833, 1415]
kiru-label: ಕಿರುಸುದ್ದಿ: [64, 1139, 108, 1157]
ganati-title: ಯಾರೂ ಬಂದು ಗಣತಿ ಮಾಡಿಲ್ಲ: ನಿಖಿಲ್: [554, 432, 644, 462]
report-item: [350, 1164, 478, 1192]
sign-text: ವ್ಯಾಪಾರದಲ್ಲಿ ಲಾಭ. ಹೊಸ ಸ್ನೇಹ ಸಂಪರ್ಕ.: [137, 712, 192, 732]
sign-name: ಕುಂಭ: [137, 750, 156, 762]
horoscope-sign: [119, 750, 202, 781]
lead-sub: [380, 558, 542, 714]
congress-box: [624, 758, 794, 868]
